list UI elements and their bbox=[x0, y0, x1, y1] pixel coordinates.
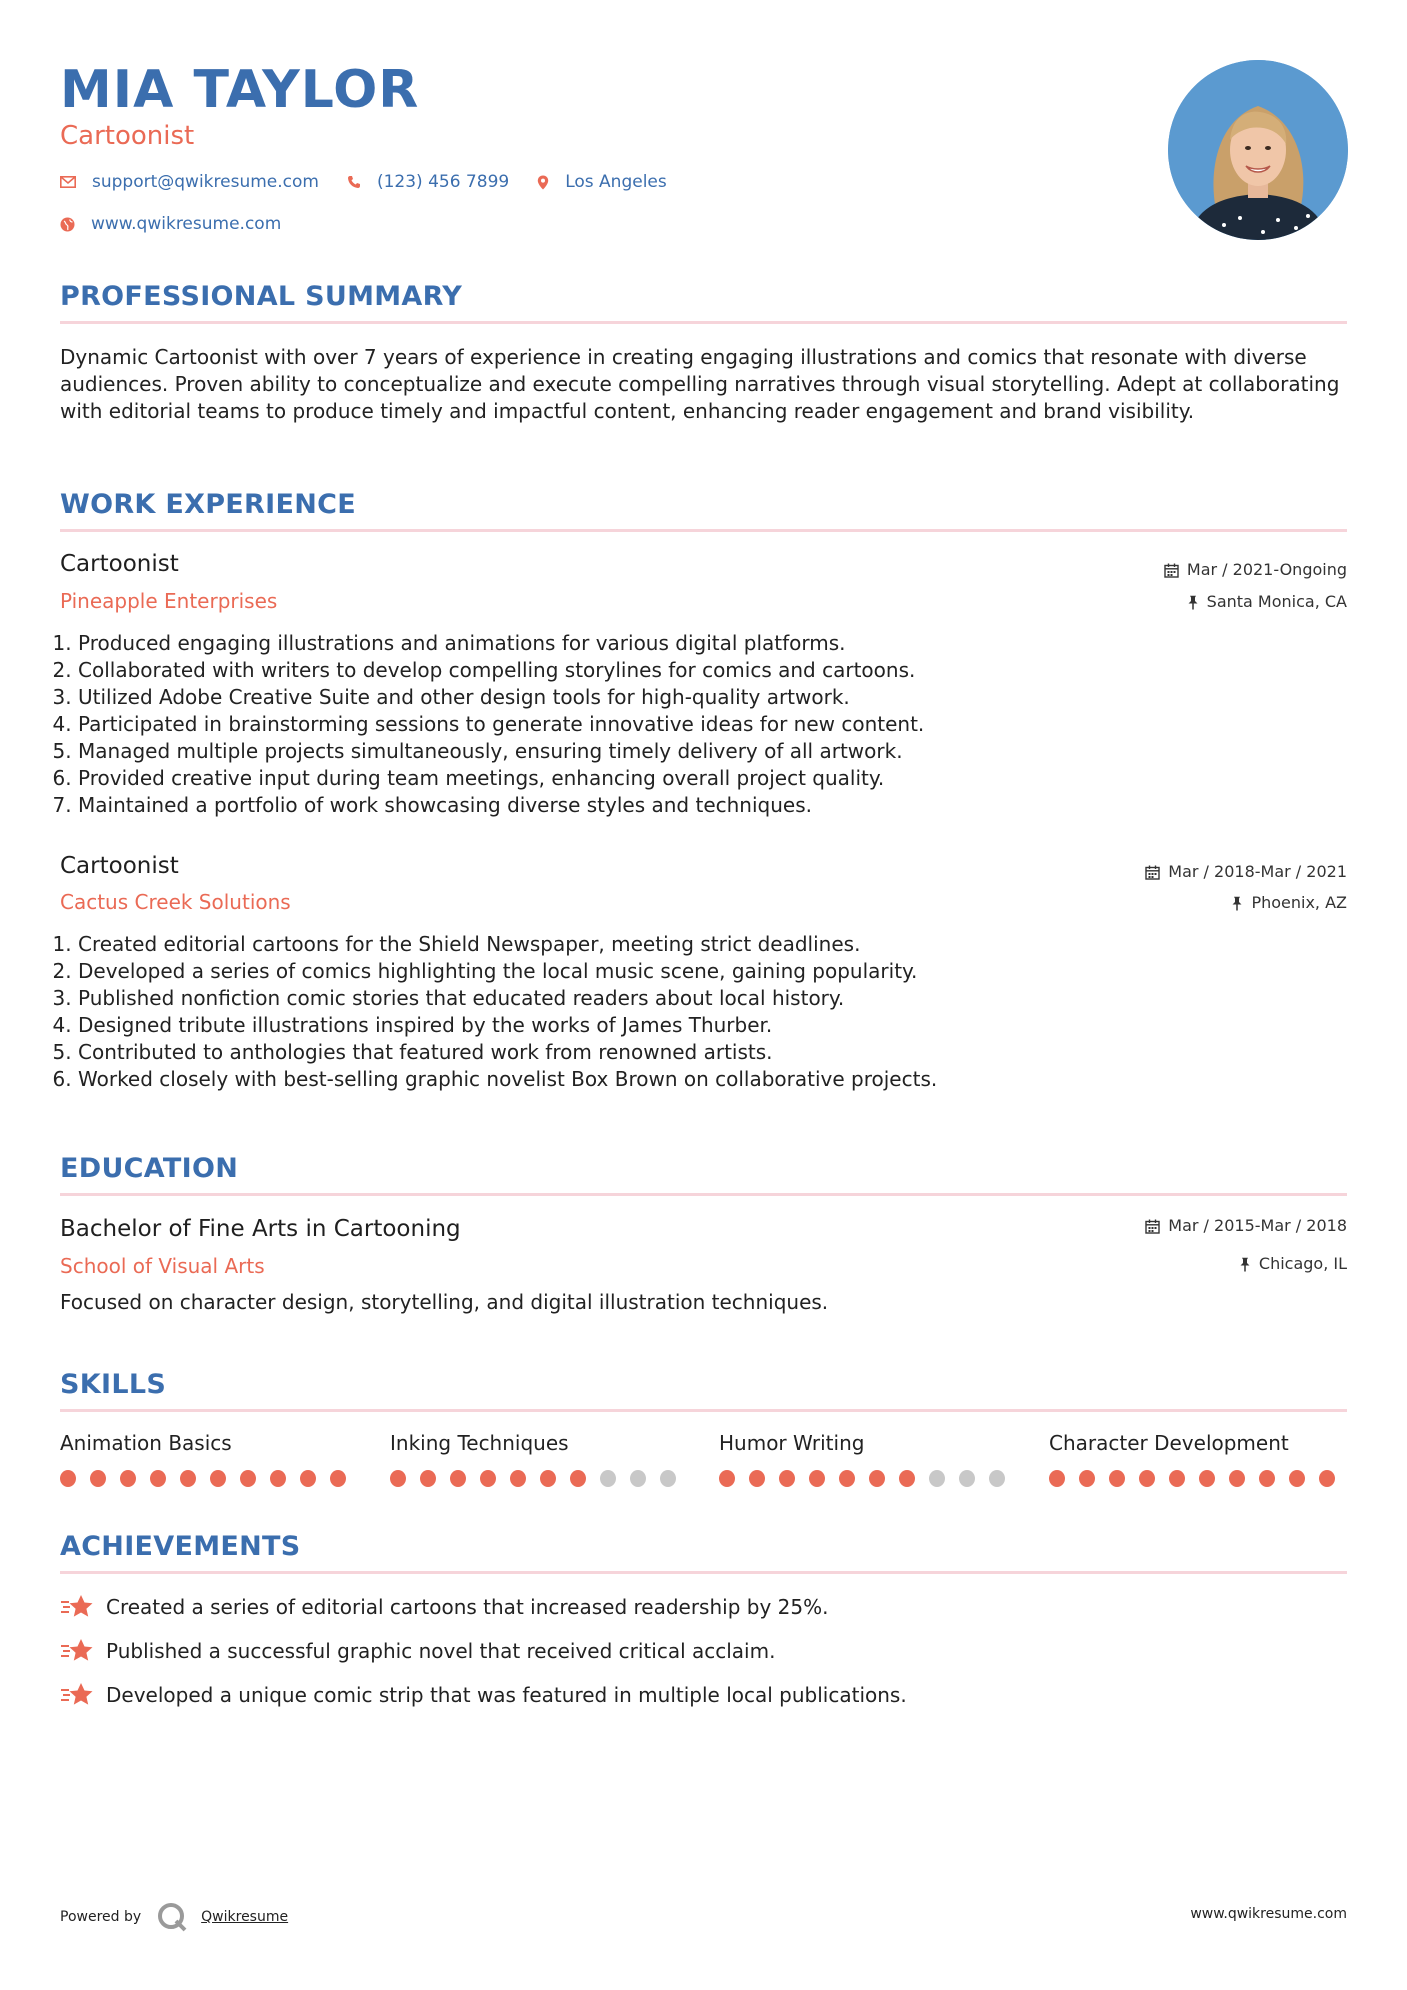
email-link[interactable]: support@qwikresume.com bbox=[92, 172, 319, 192]
phone-text: (123) 456 7899 bbox=[376, 172, 510, 192]
summary-divider bbox=[60, 321, 1347, 324]
rating-dot-filled bbox=[839, 1470, 855, 1487]
summary-heading: PROFESSIONAL SUMMARY bbox=[60, 281, 463, 312]
globe-icon bbox=[60, 217, 75, 232]
education-description: Focused on character design, storytelling, and digital illustration techniques. bbox=[60, 1290, 829, 1314]
calendar-icon bbox=[1145, 1219, 1160, 1234]
skill-item bbox=[719, 1430, 1019, 1487]
list-item: 2. Collaborated with writers to develop compelling storylines for comics and cartoons. bbox=[78, 657, 924, 684]
job-location-text: Phoenix, AZ bbox=[1251, 893, 1347, 912]
list-item: 1. Created editorial cartoons for the Shield Newspaper, meeting strict deadlines. bbox=[78, 931, 937, 958]
skill-rating bbox=[719, 1470, 1019, 1487]
education-heading: EDUCATION bbox=[60, 1153, 239, 1184]
achievements-divider bbox=[60, 1571, 1347, 1574]
rating-dot-filled bbox=[330, 1470, 346, 1487]
skill-rating bbox=[1049, 1470, 1349, 1487]
skill-item bbox=[1049, 1430, 1349, 1487]
rating-dot-filled bbox=[899, 1470, 915, 1487]
education-location-text: Chicago, IL bbox=[1258, 1254, 1347, 1273]
rating-dot-filled bbox=[719, 1470, 735, 1487]
contact-location bbox=[537, 172, 667, 192]
rating-dot-empty bbox=[600, 1470, 616, 1487]
rating-dot-filled bbox=[1229, 1470, 1245, 1487]
rating-dot-filled bbox=[210, 1470, 226, 1487]
rating-dot-filled bbox=[180, 1470, 196, 1487]
list-item: 3. Utilized Adobe Creative Suite and other design tools for high-quality artwork. bbox=[78, 684, 924, 711]
experience-heading: WORK EXPERIENCE bbox=[60, 489, 356, 520]
rating-dot-filled bbox=[1139, 1470, 1155, 1487]
skill-item bbox=[390, 1430, 690, 1487]
rating-dot-filled bbox=[240, 1470, 256, 1487]
job-dates bbox=[1145, 861, 1347, 883]
achievement-text: Published a successful graphic novel that received critical acclaim. bbox=[106, 1639, 776, 1663]
job-dates-text: Mar / 2018-Mar / 2021 bbox=[1168, 862, 1347, 881]
rating-dot-filled bbox=[749, 1470, 765, 1487]
skill-rating bbox=[390, 1470, 690, 1487]
rating-dot-filled bbox=[1169, 1470, 1185, 1487]
rating-dot-filled bbox=[90, 1470, 106, 1487]
footer-site[interactable]: www.qwikresume.com bbox=[1190, 1906, 1347, 1922]
list-item: 2. Developed a series of comics highlighting the local music scene, gaining popularity. bbox=[78, 958, 937, 985]
job-company: Cactus Creek Solutions bbox=[60, 890, 291, 914]
education-divider bbox=[60, 1193, 1347, 1196]
rating-dot-filled bbox=[390, 1470, 406, 1487]
skill-name: Character Development bbox=[1049, 1431, 1289, 1455]
skill-rating bbox=[60, 1470, 360, 1487]
rating-dot-filled bbox=[1079, 1470, 1095, 1487]
rating-dot-filled bbox=[540, 1470, 556, 1487]
job-bullets bbox=[60, 931, 937, 1093]
qwikresume-link[interactable]: Qwikresume bbox=[201, 1909, 289, 1925]
list-item: 6. Provided creative input during team meetings, enhancing overall project quality. bbox=[78, 765, 924, 792]
rating-dot-filled bbox=[510, 1470, 526, 1487]
list-item: 6. Worked closely with best-selling graphic novelist Box Brown on collaborative projects. bbox=[78, 1066, 937, 1093]
rating-dot-empty bbox=[989, 1470, 1005, 1487]
rating-dot-filled bbox=[450, 1470, 466, 1487]
rating-dot-filled bbox=[1319, 1470, 1335, 1487]
calendar-icon bbox=[1145, 865, 1160, 880]
list-item: 3. Published nonfiction comic stories that educated readers about local history. bbox=[78, 985, 937, 1012]
list-item: 5. Contributed to anthologies that featured work from renowned artists. bbox=[78, 1039, 937, 1066]
list-item: 7. Maintained a portfolio of work showcasing diverse styles and techniques. bbox=[78, 792, 924, 819]
rating-dot-filled bbox=[300, 1470, 316, 1487]
job-title: Cartoonist bbox=[60, 551, 179, 577]
qwikresume-logo-icon bbox=[155, 1900, 189, 1934]
profile-photo-illustration bbox=[1168, 60, 1348, 240]
map-pin-icon bbox=[537, 175, 549, 190]
achievements-heading: ACHIEVEMENTS bbox=[60, 1531, 301, 1562]
skills-heading: SKILLS bbox=[60, 1369, 167, 1400]
rating-dot-filled bbox=[869, 1470, 885, 1487]
job-company: Pineapple Enterprises bbox=[60, 589, 278, 613]
website-link[interactable]: www.qwikresume.com bbox=[91, 214, 282, 234]
footer-powered-by bbox=[60, 1900, 288, 1934]
rating-dot-empty bbox=[660, 1470, 676, 1487]
calendar-icon bbox=[1164, 563, 1179, 578]
contact-row-2 bbox=[60, 214, 309, 234]
contact-phone bbox=[347, 172, 509, 192]
pushpin-icon bbox=[1231, 896, 1243, 911]
phone-icon bbox=[347, 175, 361, 189]
list-item: 4. Participated in brainstorming sessions to generate innovative ideas for new content. bbox=[78, 711, 924, 738]
contact-website bbox=[60, 214, 281, 234]
rating-dot-filled bbox=[1289, 1470, 1305, 1487]
rating-dot-filled bbox=[420, 1470, 436, 1487]
rating-dot-filled bbox=[60, 1470, 76, 1487]
education-dates bbox=[1145, 1215, 1347, 1237]
rating-dot-filled bbox=[1109, 1470, 1125, 1487]
job-title: Cartoonist bbox=[60, 853, 179, 879]
rating-dot-filled bbox=[150, 1470, 166, 1487]
skill-name: Humor Writing bbox=[719, 1431, 865, 1455]
rating-dot-filled bbox=[1049, 1470, 1065, 1487]
achievement-item bbox=[60, 1638, 775, 1664]
skill-item bbox=[60, 1430, 360, 1487]
candidate-name: MIA TAYLOR bbox=[60, 60, 420, 120]
rating-dot-empty bbox=[929, 1470, 945, 1487]
job-dates-text: Mar / 2021-Ongoing bbox=[1186, 560, 1347, 579]
skill-name: Animation Basics bbox=[60, 1431, 232, 1455]
job-bullets bbox=[60, 630, 924, 819]
envelope-icon bbox=[60, 176, 76, 188]
achievement-text: Created a series of editorial cartoons that increased readership by 25%. bbox=[106, 1595, 829, 1619]
school-name: School of Visual Arts bbox=[60, 1254, 265, 1278]
star-icon bbox=[60, 1638, 94, 1664]
location-text: Los Angeles bbox=[565, 172, 667, 192]
job-location-text: Santa Monica, CA bbox=[1206, 592, 1347, 611]
job-dates bbox=[1164, 559, 1347, 581]
summary-text: Dynamic Cartoonist with over 7 years of experience in creating engaging illustrations and comics that resonate with diverse audiences. Proven ability to conceptualize and execute compelling narratives through visual storytelling. Adept at collaborating with editorial teams to produce timely and impactful content, enhancing reader engagement and brand visibility. bbox=[60, 345, 1340, 423]
job-location bbox=[1231, 892, 1347, 914]
powered-by-text: Powered by bbox=[60, 1909, 142, 1925]
experience-divider bbox=[60, 529, 1347, 532]
rating-dot-filled bbox=[570, 1470, 586, 1487]
list-item: 4. Designed tribute illustrations inspired by the works of James Thurber. bbox=[78, 1012, 937, 1039]
pushpin-icon bbox=[1187, 595, 1199, 610]
education-dates-text: Mar / 2015-Mar / 2018 bbox=[1168, 1216, 1347, 1235]
achievement-text: Developed a unique comic strip that was featured in multiple local publications. bbox=[106, 1683, 907, 1707]
rating-dot-empty bbox=[630, 1470, 646, 1487]
contact-email bbox=[60, 172, 319, 192]
achievement-item bbox=[60, 1682, 907, 1708]
achievement-item bbox=[60, 1594, 828, 1620]
rating-dot-filled bbox=[1259, 1470, 1275, 1487]
rating-dot-filled bbox=[480, 1470, 496, 1487]
candidate-role: Cartoonist bbox=[60, 121, 195, 151]
rating-dot-filled bbox=[1199, 1470, 1215, 1487]
list-item: 5. Managed multiple projects simultaneously, ensuring timely delivery of all artwork. bbox=[78, 738, 924, 765]
rating-dot-filled bbox=[120, 1470, 136, 1487]
skills-divider bbox=[60, 1409, 1347, 1412]
skill-name: Inking Techniques bbox=[390, 1431, 569, 1455]
rating-dot-filled bbox=[779, 1470, 795, 1487]
list-item: 1. Produced engaging illustrations and animations for various digital platforms. bbox=[78, 630, 924, 657]
contact-row bbox=[60, 172, 695, 192]
pushpin-icon bbox=[1239, 1257, 1251, 1272]
star-icon bbox=[60, 1682, 94, 1708]
rating-dot-filled bbox=[809, 1470, 825, 1487]
education-location bbox=[1239, 1253, 1347, 1275]
profile-photo bbox=[1168, 60, 1348, 240]
degree-title: Bachelor of Fine Arts in Cartooning bbox=[60, 1216, 461, 1242]
job-location bbox=[1187, 591, 1347, 613]
star-icon bbox=[60, 1594, 94, 1620]
rating-dot-filled bbox=[270, 1470, 286, 1487]
rating-dot-empty bbox=[959, 1470, 975, 1487]
